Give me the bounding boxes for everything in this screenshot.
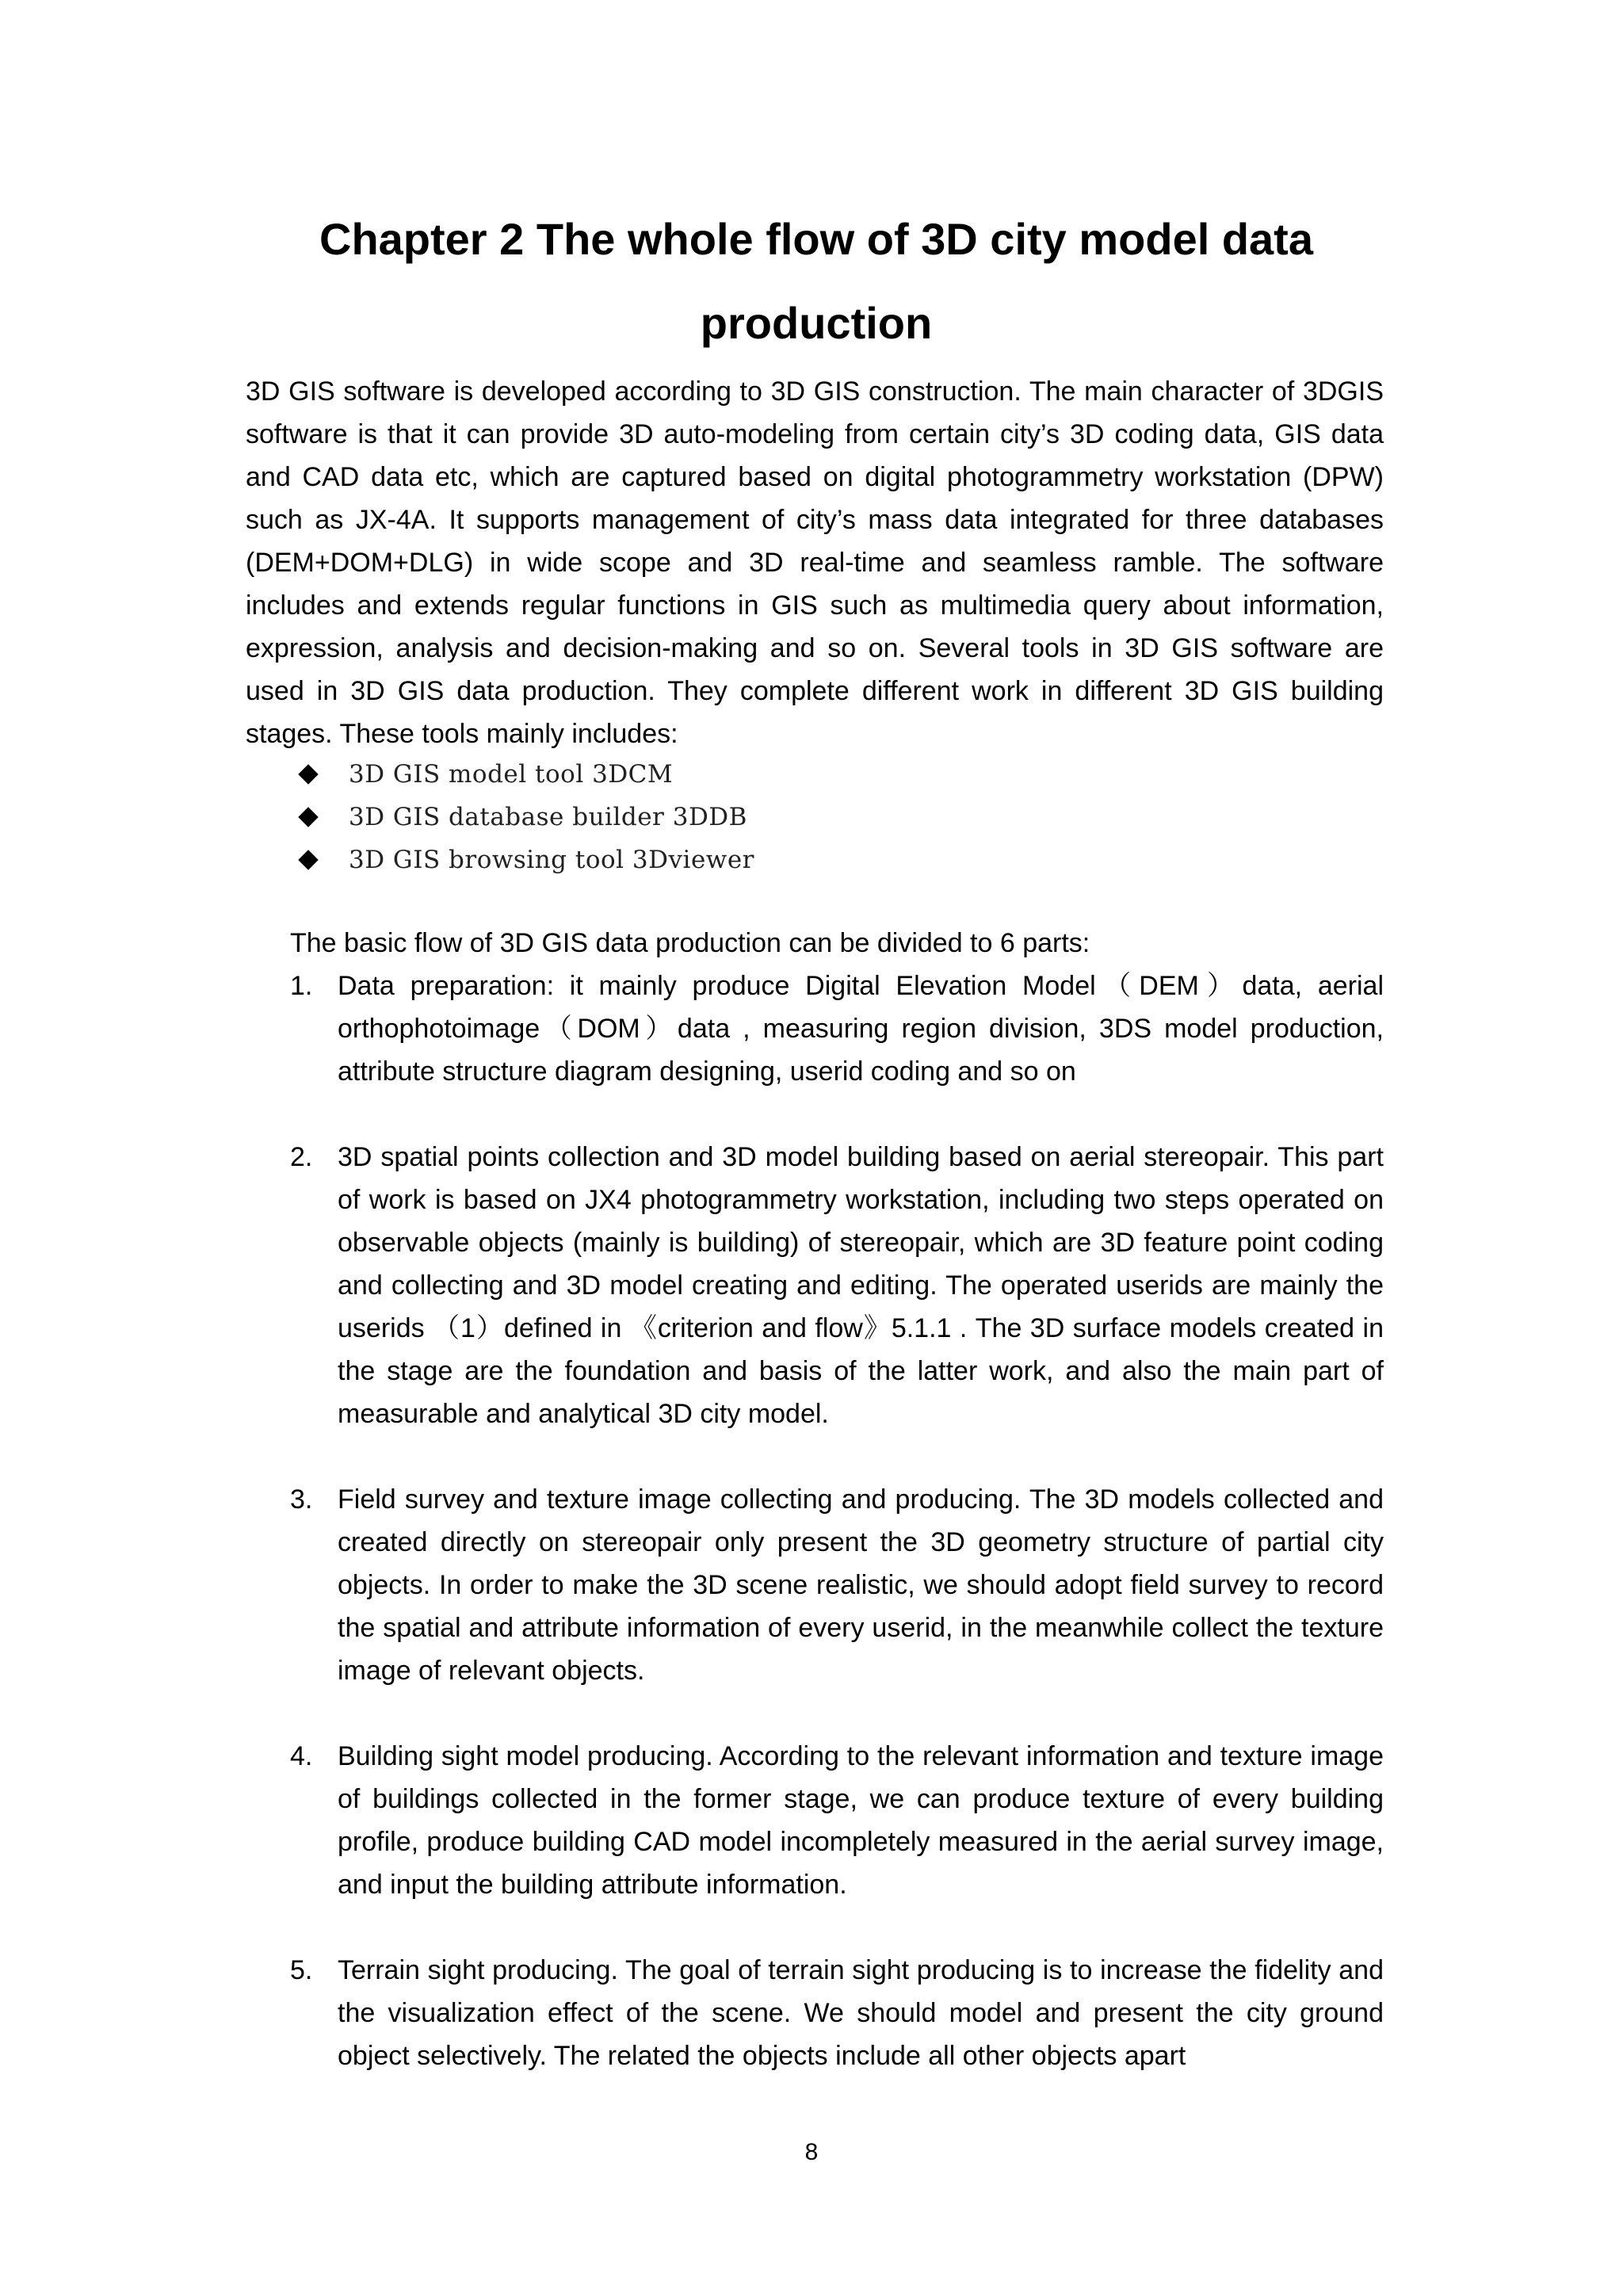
step-number: 3. — [290, 1484, 313, 1515]
step-number: 2. — [290, 1142, 313, 1172]
diamond-bullet-icon — [298, 764, 318, 784]
step-item — [290, 1735, 1384, 1906]
diamond-bullet-icon — [298, 850, 318, 869]
step-number: 1. — [290, 971, 313, 1001]
chapter-title-line1: Chapter 2 The whole flow of 3D city model data — [319, 214, 1313, 264]
step-item — [290, 965, 1384, 1093]
step-item — [290, 1949, 1384, 2077]
flow-intro: The basic flow of 3D GIS data production can be divided to 6 parts: — [290, 928, 1090, 958]
intro-paragraph: 3D GIS software is developed according to 3D GIS construction. The main character of 3DGIS software is that it can provide 3D auto-modeling from certain city’s 3D coding data, GIS data and CAD data etc, which are captured based on digital photogrammetry workstation (DPW) such as JX-4A. It supports management of city’s mass data integrated for three databases (DEM+DOM+DLG) in wide scope and 3D real-time and seamless ramble. The software includes and extends regular functions in GIS such as multimedia query about information, expression, analysis and decision-making and so on. Several tools in 3D GIS software are used in 3D GIS data production. They complete different work in different 3D GIS building stages. These tools mainly includes: — [246, 376, 1384, 749]
steps-list — [290, 965, 1384, 2120]
diamond-bullet-icon — [298, 807, 318, 827]
tool-label: 3D GIS database builder 3DDB — [349, 803, 747, 831]
step-text: Building sight model producing. According to the relevant information and texture image of buildings collected in the former stage, we can produce texture of every building profile, produce building CAD model incompletely measured in the aerial survey image, and input the building attribute information. — [338, 1741, 1384, 1900]
list-item — [295, 796, 1404, 839]
step-item — [290, 1136, 1384, 1435]
step-text: Field survey and texture image collecting and producing. The 3D models collected and created directly on stereopair only present the 3D geometry structure of partial city objects. In order to make the 3D scene realistic, we should adopt field survey to record the spatial and attribute information of every userid, in the meanwhile collect the texture image of relevant objects. — [338, 1484, 1384, 1686]
step-text: 3D spatial points collection and 3D model building based on aerial stereopair. This part of work is based on JX4 photogrammetry workstation, including two steps operated on observable objects (mainly is building) of stereopair, which are 3D feature point coding and collecting and 3D model creating and editing. The operated userids are mainly the userids （1）defined in 《criterion and flow》5.1.1 . The 3D surface models created in the stage are the foundation and basis of the latter work, and also the main part of measurable and analytical 3D city model. — [338, 1142, 1384, 1429]
chapter-title-line2: production — [700, 298, 933, 348]
tool-label: 3D GIS model tool 3DCM — [349, 760, 674, 789]
list-item — [295, 839, 1404, 881]
step-number: 4. — [290, 1741, 313, 1771]
list-item — [295, 753, 1404, 796]
tool-label: 3D GIS browsing tool 3Dviewer — [349, 846, 754, 874]
step-text: Terrain sight producing. The goal of terrain sight producing is to increase the fidelity and the visualization effect of the scene. We should model and present the city ground object selectively. The related the objects include all other objects apart — [338, 1955, 1384, 2071]
page-number: 8 — [804, 2139, 819, 2165]
tools-list — [295, 753, 1404, 881]
step-item — [290, 1478, 1384, 1692]
step-number: 5. — [290, 1955, 313, 1985]
step-text: Data preparation: it mainly produce Digital Elevation Model（DEM）data, aerial orthophotoimage（DOM）data , measuring region division, 3DS model production, attribute structure diagram designing, userid coding and so on — [338, 971, 1384, 1087]
